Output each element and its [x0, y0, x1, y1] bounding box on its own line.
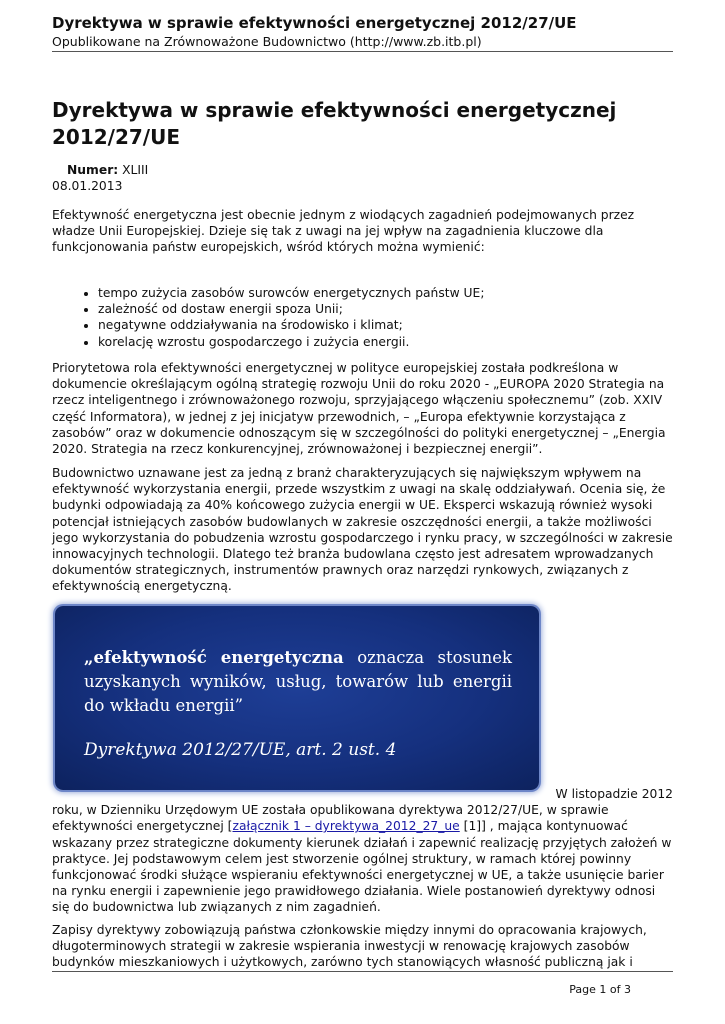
list-item: • tempo zużycia zasobów surowców energetycznych państw UE;	[98, 285, 698, 301]
intro-paragraph: Efektywność energetyczna jest obecnie jednym z wiodących zagadnień podejmowanych przez władze Unii Europejskiej. Dzieje się tak z uwagi na jej wpływ na zagadnienia kluczowe dla funkcjonowania państw europejskich, wśród których można wymienić:	[52, 208, 635, 255]
page-number: Page 1 of 3	[569, 983, 631, 996]
attachment-link[interactable]: załącznik 1 – dyrektywa_2012_27_ue	[232, 819, 460, 834]
running-header	[52, 14, 673, 50]
running-title: Dyrektywa w sprawie efektywności energetycznej 2012/27/UE	[52, 14, 577, 32]
paragraph-directive	[52, 786, 673, 916]
definition-citation: Dyrektywa 2012/27/UE, art. 2 ust. 4	[84, 740, 397, 760]
published-source: Opublikowane na Zrównoważone Budownictwo (http://www.zb.itb.pl)	[52, 34, 482, 49]
page-title: Dyrektywa w sprawie efektywności energetycznej 2012/27/UE	[52, 98, 617, 149]
paragraph-text-a: roku, w Dzienniku Urzędowym UE została opublikowana dyrektywa 2012/27/UE, w sprawie efektywności energetycznej [	[52, 803, 609, 834]
paragraph-strategy: Priorytetowa rola efektywności energetycznej w polityce europejskiej została podkreślona w dokumencie określającym ogólną strategię rozwoju Unii do roku 2020 - „EUROPA 2020 Strategia na rzecz inteligentnego i zrównoważonego rozwoju, sprzyjającego włączeniu społecznemu” (zob. XXIV część Informatora), w jednej z jej inicjatyw przewodnich, – „Europa efektywnie korzystająca z zasobów” oraz w dokumencie odnoszącym się w szczególności do polityki energetycznej – „Energia 2020. Strategia na rzecz konkurencyjnej, zrównoważonej i bezpiecznej energii”.	[52, 361, 666, 457]
list-item: • korelację wzrostu gospodarczego i zużycia energii.	[98, 334, 698, 350]
definition-banner-image	[55, 606, 539, 790]
paragraph-lead: W listopadzie 2012	[555, 787, 673, 801]
bullet-list	[52, 285, 698, 350]
footer-divider	[52, 971, 673, 972]
paragraph-text-b: [1]] , mająca kontynuować wskazany przez strategiczne dokumenty kierunek działań i zapewnić realizację przyjętych założeń w praktyce. Jej podstawowym celem jest stworzenie ogólnej struktury, w ramach której powinny funkcjonować środki służące wspieraniu efektywności energetycznej w UE, a także usunięcie barier na rynku energii i zapewnienie jego prawidłowego działania. Wiele postanowień dyrektywy odnosi się do budownictwa lub związanych z nim zagadnień.	[52, 819, 672, 915]
quote-text: oznacza stosunek uzyskanych wyników, usług, towarów lub energii do wkładu energii”	[84, 648, 513, 715]
paragraph-obligations: Zapisy dyrektywy zobowiązują państwa członkowskie między innymi do opracowania krajowych, długoterminowych strategii w zakresie wspierania inwestycji w renowację krajowych zasobów budynków mieszkaniowych i użytkowych, zarówno tych stanowiących własność publiczną jak i	[52, 923, 647, 970]
list-item: • zależność od dostaw energii spoza Unii;	[98, 301, 698, 317]
article-meta	[52, 162, 673, 194]
quote-term: „efektywność energetyczna	[84, 648, 344, 667]
definition-quote	[84, 646, 512, 718]
list-item: • negatywne oddziaływania na środowisko i klimat;	[98, 317, 698, 333]
publication-date: 08.01.2013	[52, 179, 123, 193]
header-divider	[52, 51, 673, 52]
number-value: XLIII	[122, 163, 149, 177]
number-label: Numer:	[67, 163, 119, 177]
paragraph-construction: Budownictwo uznawane jest za jedną z branż charakteryzujących się największym wpływem na efektywność wykorzystania energii, przede wszystkim z uwagi na skalę oddziaływań. Ocenia się, że budynki odpowiadają za 40% końcowego zużycia energii w UE. Eksperci wskazują również wysoki potencjał istniejących zasobów budowlanych w zakresie oszczędności energii, a także możliwości jego wykorzystania do pobudzenia wzrostu gospodarczego i rynku pracy, w szczególności w zakresie innowacyjnych technologii. Dlatego też branża budowlana często jest adresatem wprowadzanych dokumentów strategicznych, instrumentów prawnych oraz narzędzi rynkowych, związanych z efektywnością energetyczną.	[52, 466, 673, 594]
